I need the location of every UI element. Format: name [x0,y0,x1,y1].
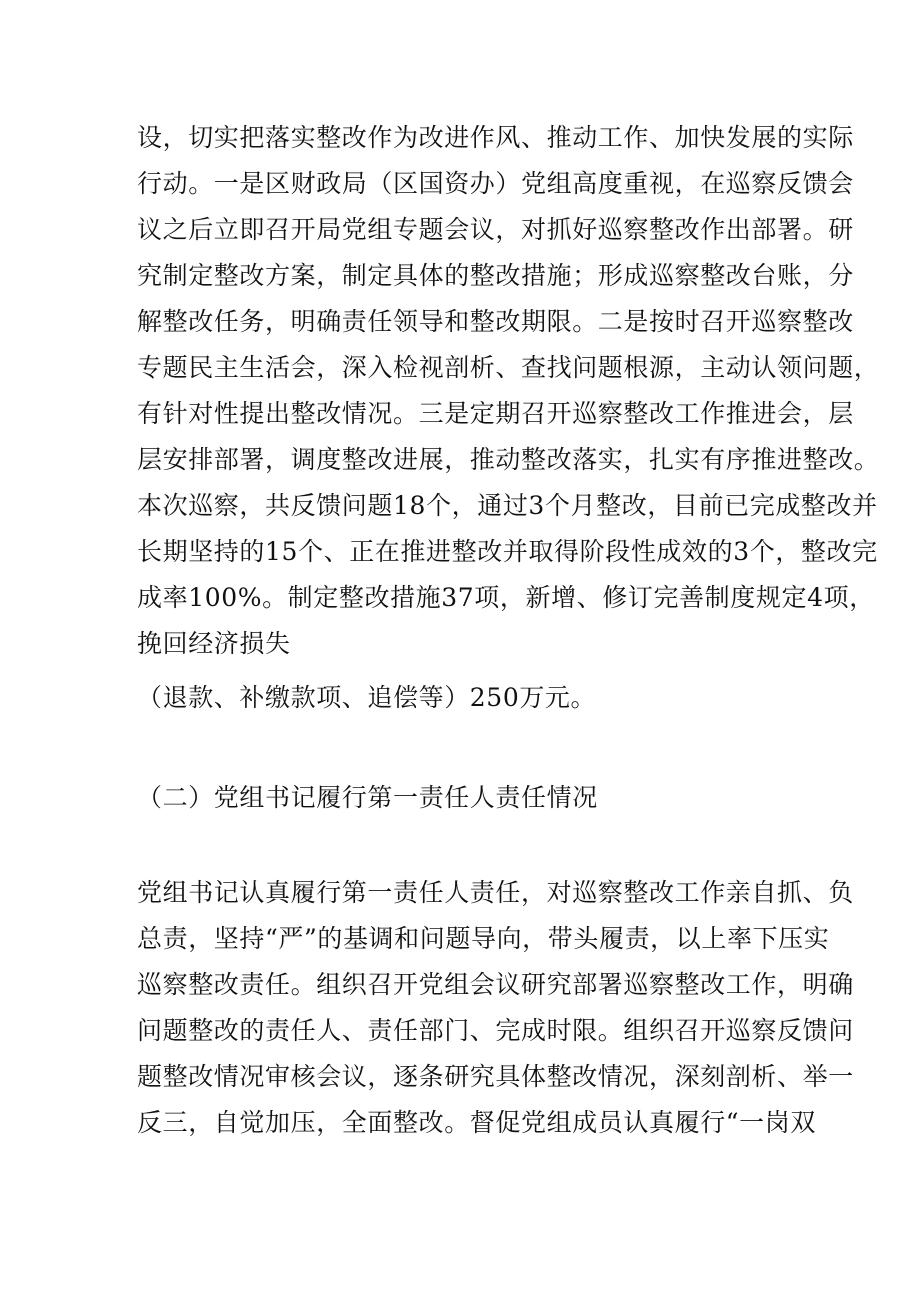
paragraph-1-line-8: 层安排部署，调度整改进展，推动整改落实，扎实有序推进整改。 [137,445,880,474]
paragraph-1-line-12: 挽回经济损失 [137,629,291,658]
paragraph-1-line-3: 议之后立即召开局党组专题会议，对抓好巡察整改作出部署。研 [137,215,854,244]
paragraph-2-line-5: 题整改情况审核会议，逐条研究具体整改情况，深刻剖析、举一 [137,1062,854,1091]
paragraph-1-line-2: 行动。一是区财政局（区国资办）党组高度重视，在巡察反馈会 [137,169,854,198]
paragraph-1-line-9: 本次巡察，共反馈问题18个，通过3个月整改，目前已完成整改并 [137,491,878,520]
paragraph-1-line-6: 专题民主生活会，深入检视剖析、查找问题根源，主动认领问题， [137,353,880,382]
paragraph-1-line-4: 究制定整改方案，制定具体的整改措施；形成巡察整改台账，分 [137,261,854,290]
paragraph-2-line-4: 问题整改的责任人、责任部门、完成时限。组织召开巡察反馈问 [137,1016,854,1045]
paragraph-1-line-5: 解整改任务，明确责任领导和整改期限。二是按时召开巡察整改 [137,307,854,336]
paragraph-1-line-1: 设，切实把落实整改作为改进作风、推动工作、加快发展的实际 [137,123,854,152]
paragraph-2-line-6: 反三，自觉加压，全面整改。督促党组成员认真履行“一岗双 [137,1108,816,1137]
paragraph-1-line-11: 成率100%。制定整改措施37项，新增、修订完善制度规定4项， [137,583,875,612]
paragraph-2-line-2: 总责，坚持“严”的基调和问题导向，带头履责，以上率下压实 [137,924,830,953]
paragraph-1-line-13: （退款、补缴款项、追偿等）250万元。 [137,683,597,712]
paragraph-2-line-1: 党组书记认真履行第一责任人责任，对巡察整改工作亲自抓、负 [137,878,854,907]
section-heading: （二）党组书记履行第一责任人责任情况 [137,783,598,812]
paragraph-1-line-7: 有针对性提出整改情况。三是定期召开巡察整改工作推进会，层 [137,399,854,428]
paragraph-1-line-10: 长期坚持的15个、正在推进整改并取得阶段性成效的3个，整改完 [137,537,878,566]
paragraph-2-line-3: 巡察整改责任。组织召开党组会议研究部署巡察整改工作，明确 [137,970,854,999]
